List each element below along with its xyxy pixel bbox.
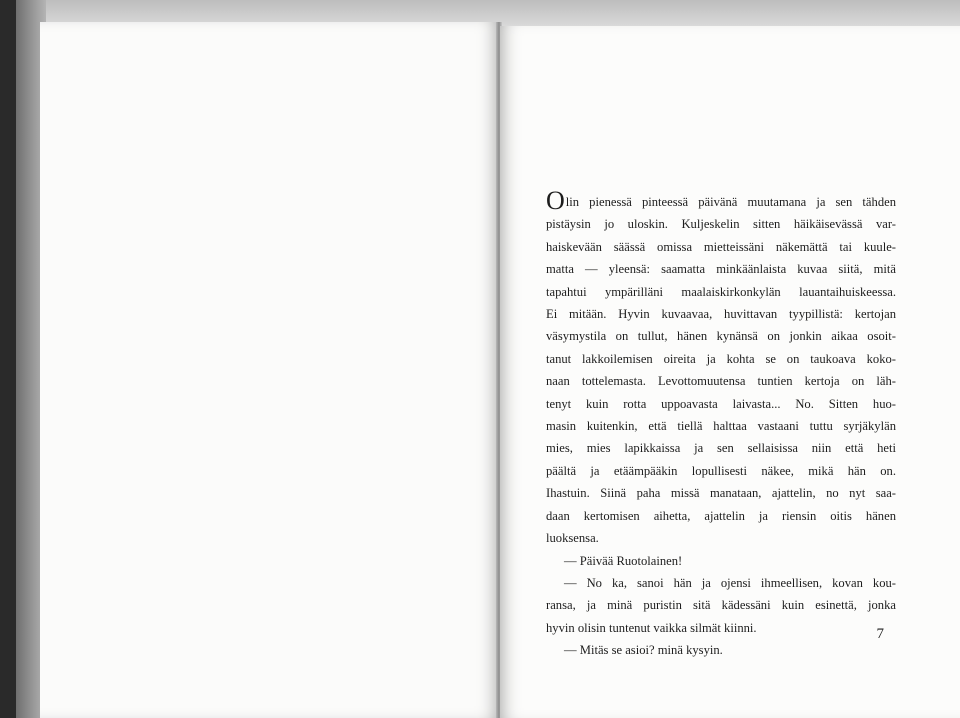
text-line: Olin pienessä pinteessä päivänä muutamana ja sen tähden [546, 186, 896, 215]
text-line: naan tottelemasta. Levottomuutensa tuntien kertoja on läh- [546, 374, 896, 389]
text-line: päältä ja etäämpääkin lopullisesti näkee, mikä hän on. [546, 463, 896, 478]
text-line: Ihastuin. Siinä paha missä manataan, ajattelin, no nyt saa- [546, 486, 896, 501]
text-line: pistäysin jo uloskin. Kuljeskelin sitten häikäisevässä var- [546, 217, 896, 232]
text-line: hyvin olisin tuntenut vaikka silmät kiinni. [546, 620, 757, 635]
text-line: matta — yleensä: saamatta minkäänlaista kuvaa siitä, mitä [546, 262, 896, 277]
text-line: luoksensa. [546, 531, 599, 546]
dialogue-line: — No ka, sanoi hän ja ojensi ihmeellisen, kovan kou- [564, 575, 896, 590]
text-line: daan kertomisen aihetta, ajattelin ja riensin oitis hänen [546, 508, 896, 523]
text-line: tapahtui ympärilläni maalaiskirkonkylän lauantaihuiskeessa. [546, 284, 896, 299]
right-page [500, 26, 960, 718]
drop-cap: O [546, 186, 565, 215]
text-line: tanut lakkoilemisen oireita ja kohta se on taukoava koko- [546, 351, 896, 366]
text-line: tenyt kuin rotta uppoavasta laivasta... No. Sitten huo- [546, 396, 896, 411]
text-line: masin kuitenkin, että tiellä halttaa vastaani tuttu syrjäkylän [546, 419, 896, 434]
left-page-blank [40, 22, 498, 718]
page-number: 7 [876, 626, 884, 642]
dialogue-line: — Mitäs se asioi? minä kysyin. [564, 643, 723, 658]
text-line: mies, mies lapikkaissa ja sen sellaisissa niin että heti [546, 441, 896, 456]
text-line: ransa, ja minä puristin sitä kädessäni kuin esinettä, jonka [546, 598, 896, 613]
text-line: väsymystila on tullut, hänen kynänsä on jonkin aikaa osoit- [546, 329, 896, 344]
body-text [546, 186, 896, 662]
text-line: haiskevään säässä omissa mietteissäni näkemättä tai kuule- [546, 239, 896, 254]
text-line: Ei mitään. Hyvin kuvaavaa, huvittavan tyypillistä: kertojan [546, 307, 896, 322]
dialogue-line: — Päivää Ruotolainen! [564, 553, 683, 568]
